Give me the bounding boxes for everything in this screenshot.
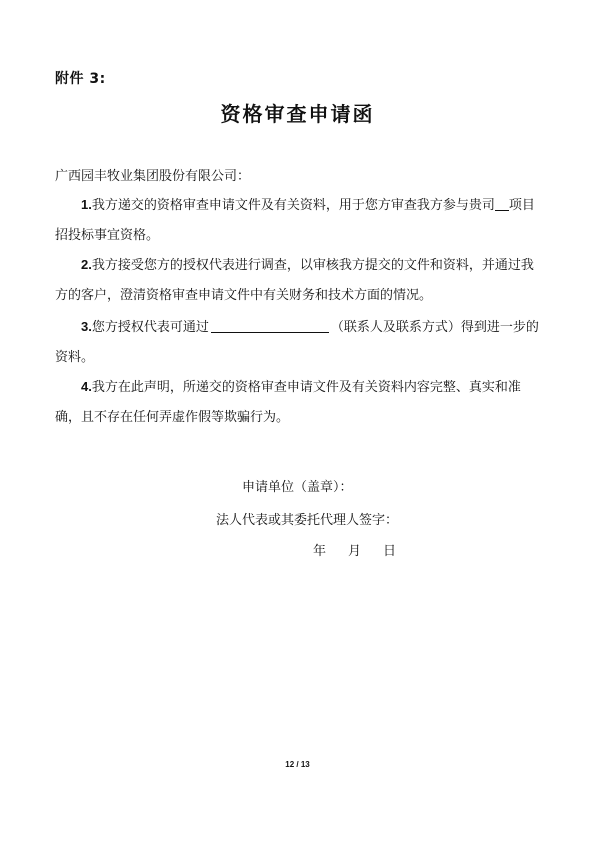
paragraph-number: 1. (81, 197, 92, 212)
attachment-label: 附件 3: (55, 71, 106, 87)
paragraph-text: （联系人及联系方式）得到进一步的资料。 (55, 320, 539, 365)
paragraph-4 (55, 372, 545, 433)
paragraph-number: 2. (81, 257, 92, 272)
paragraph-number: 4. (81, 379, 92, 394)
date-day-label: 日 (383, 544, 397, 559)
paragraph-text: 我方在此声明，所递交的资格审查申请文件及有关资料内容完整、真实和准确，且不存在任何弄虚作假等欺骗行为。 (55, 380, 521, 425)
paragraph-text: 我方接受您方的授权代表进行调查，以审核我方提交的文件和资料，并通过我方的客户，澄清资格审查申请文件中有关财务和技术方面的情况。 (55, 258, 534, 303)
paragraph-number: 3. (81, 319, 92, 334)
paragraph-text: 项目招投标事宜资格。 (55, 198, 535, 243)
paragraph-2 (55, 250, 545, 311)
applicant-unit-seal-label: 申请单位（盖章）： (242, 480, 353, 495)
legal-rep-signature-label: 法人代表或其委托代理人签字： (216, 513, 399, 528)
addressee: 广西园丰牧业集团股份有限公司： (55, 169, 251, 184)
page-indicator: 12 / 13 (285, 760, 310, 769)
paragraph-1 (55, 190, 545, 251)
paragraph-3 (55, 312, 545, 373)
date-month-label: 月 (348, 544, 362, 559)
paragraph-text: 我方递交的资格审查申请文件及有关资料，用于您方审查我方参与贵司 (91, 198, 495, 213)
fill-in-blank[interactable] (495, 196, 509, 211)
date-year-label: 年 (313, 544, 327, 559)
document-title: 资格审查申请函 (220, 102, 375, 126)
fill-in-blank[interactable] (211, 318, 329, 333)
paragraph-text: 您方授权代表可通过 (91, 320, 209, 335)
